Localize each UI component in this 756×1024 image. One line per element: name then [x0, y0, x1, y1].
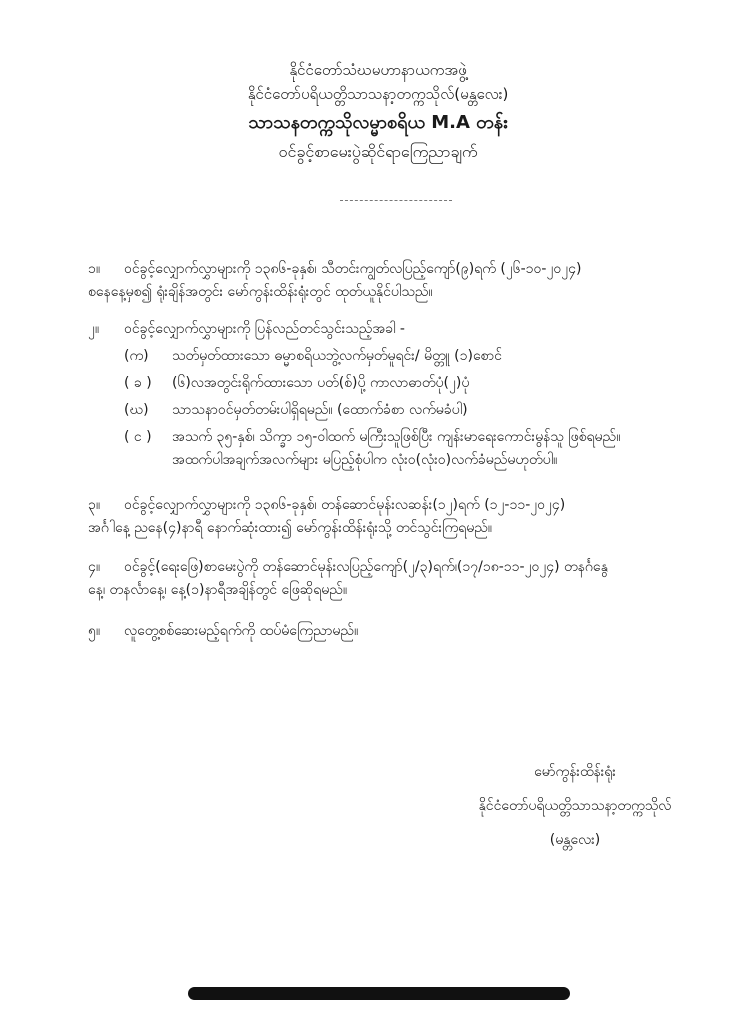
item-number: ၁။: [88, 261, 101, 277]
sub-item-mark: (က): [124, 348, 149, 364]
sub-item-mark: ( င ): [124, 429, 152, 445]
document-title: သာသနတက္ကသိုလမ္မာစရိယ M.A တန်း: [248, 112, 508, 133]
header-divider: [340, 200, 452, 201]
notice-item-3: [88, 494, 713, 540]
sub-item-text: (၆)လအတွင်းရိုက်ထားသော ပတ်(စ်)ပို့ ကာလာဓာတ်ပုံ(၂)ပုံ: [172, 375, 470, 391]
sub-item-text: အသက် ၃၅-နှစ်၊ သိက္ခာ ၁၅-ဝါထက် မကြီးသူဖြစ်ပြီး ကျန်းမာရေးကောင်းမွန်သူ ဖြစ်ရမည်။: [172, 429, 621, 445]
signature-block: [450, 755, 700, 857]
item-text: နေ့၊ တနင်္လာနေ့၊ နေ့(၁)နာရီအချိန်တွင် ဖြေဆိုရမည်။: [88, 582, 348, 598]
sub-item-text: သာသနာဝင်မှတ်တမ်းပါရှိရမည်။ (ထောက်ခံစာ လက်မခံပါ): [172, 402, 468, 418]
item-text: စနေနေ့မှစ၍ ရုံးချိန်အတွင်း မော်ကွန်းထိန်းရုံးတွင် ထုတ်ယူနိုင်ပါသည်။: [88, 284, 433, 300]
university-line: နိုင်ငံတော်ပရိယတ္တိသာသနာ့တက္ကသိုလ်(မန္တလေး): [247, 85, 509, 103]
sub-item-ka: [124, 345, 713, 368]
item-number: ၄။: [88, 559, 101, 575]
item-text: အင်္ဂါနေ့ ညနေ(၄)နာရီ နောက်ဆုံးထား၍ မော်ကွန်းထိန်းရုံးသို့ တင်သွင်းကြရမည်။: [88, 520, 492, 536]
signature-university: နိုင်ငံတော်ပရိယတ္တိသာသနာ့တက္ကသိုလ်: [478, 798, 672, 814]
sub-item-mark: ( ခ ): [124, 375, 152, 391]
item-number: ၂။: [88, 321, 100, 337]
sub-item-text: သတ်မှတ်ထားသော ဓမ္မာစရိယဘွဲ့လက်မှတ်မူရင်း/ မိတ္တူ (၁)စောင်: [172, 348, 502, 364]
home-indicator-bar[interactable]: [188, 987, 570, 1000]
notice-item-5: [88, 620, 713, 643]
item-number: ၃။: [88, 497, 101, 513]
item-text: လူတွေ့စစ်ဆေးမည့်ရက်ကို ထပ်မံကြေညာမည်။: [124, 623, 359, 639]
signature-city: (မန္တလေး): [549, 832, 601, 848]
notice-item-2: [88, 318, 713, 472]
sub-item-mark: (ဃ): [124, 402, 149, 418]
document-header: [0, 58, 756, 166]
organization-line: နိုင်ငံတော်သံဃမဟာနာယကအဖွဲ့: [289, 61, 467, 79]
item-text: ဝင်ခွင့်လျှောက်လွှာများကို ၁၃၈၆-ခုနှစ်၊ တန်ဆောင်မုန်းလဆန်း(၁၂)ရက် (၁၂-၁၁-၂၀၂၄): [124, 497, 566, 513]
signature-office: မော်ကွန်းထိန်းရုံး: [534, 764, 616, 780]
item-text: ဝင်ခွင့်(ရေးဖြေ)စာမေးပွဲကို တန်ဆောင်မုန်းလပြည့်ကျော်(၂/၃)ရက်၊(၁၇/၁၈-၁၁-၂၀၂၄) တနင်္ဂနွေ: [124, 559, 608, 575]
notice-item-4: [88, 556, 713, 602]
item-number: ၅။: [88, 623, 101, 639]
item-text: ဝင်ခွင့်လျှောက်လွှာများကို ၁၃၈၆-ခုနှစ်၊ သီတင်းကျွတ်လပြည့်ကျော်(၉)ရက် (၂၆-၁၀-၂၀၂၄): [124, 261, 582, 277]
sub-item-gha: [124, 399, 713, 422]
item-text: ဝင်ခွင့်လျှောက်လွှာများကို ပြန်လည်တင်သွင်းသည့်အခါ -: [124, 321, 405, 337]
sub-item-text: အထက်ပါအချက်အလက်များ မပြည့်စုံပါက လုံးဝ(လုံးဝ)လက်ခံမည်မဟုတ်ပါ။: [172, 452, 558, 468]
notice-item-1: [88, 258, 713, 304]
document-subtitle: ဝင်ခွင့်စာမေးပွဲဆိုင်ရာကြေညာချက်: [278, 142, 478, 161]
sub-item-nga: [124, 426, 713, 472]
sub-item-kha: [124, 372, 713, 395]
